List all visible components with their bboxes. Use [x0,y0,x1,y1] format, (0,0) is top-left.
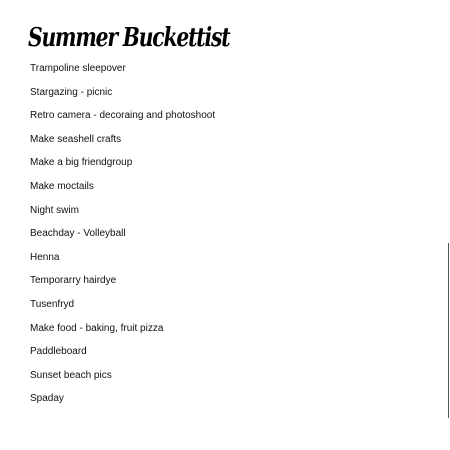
list-item: Retro camera - decoraing and photoshoot [30,110,216,122]
list-item: Paddleboard [30,346,87,358]
bucket-list [30,60,215,414]
list-item: Spaday [30,393,64,405]
list-item: Night swim [30,204,79,216]
list-item: Trampoline sleepover [30,63,126,74]
list-item: Stargazing - picnic [30,86,113,98]
list-item: Sunset beach pics [30,369,112,381]
page-title: Summer Buckettist [28,23,230,53]
list-item: Make a big friendgroup [30,157,133,169]
list-item: Henna [30,251,60,263]
list-item: Temporarry hairdye [30,275,117,287]
scrollbar-track[interactable] [448,243,449,418]
list-item: Beachday - Volleyball [30,228,126,240]
list-item: Make seashell crafts [30,133,122,145]
list-item: Tusenfryd [30,298,75,310]
list-item: Make moctails [30,180,94,192]
list-item: Make food - baking, fruit pizza [30,322,164,334]
